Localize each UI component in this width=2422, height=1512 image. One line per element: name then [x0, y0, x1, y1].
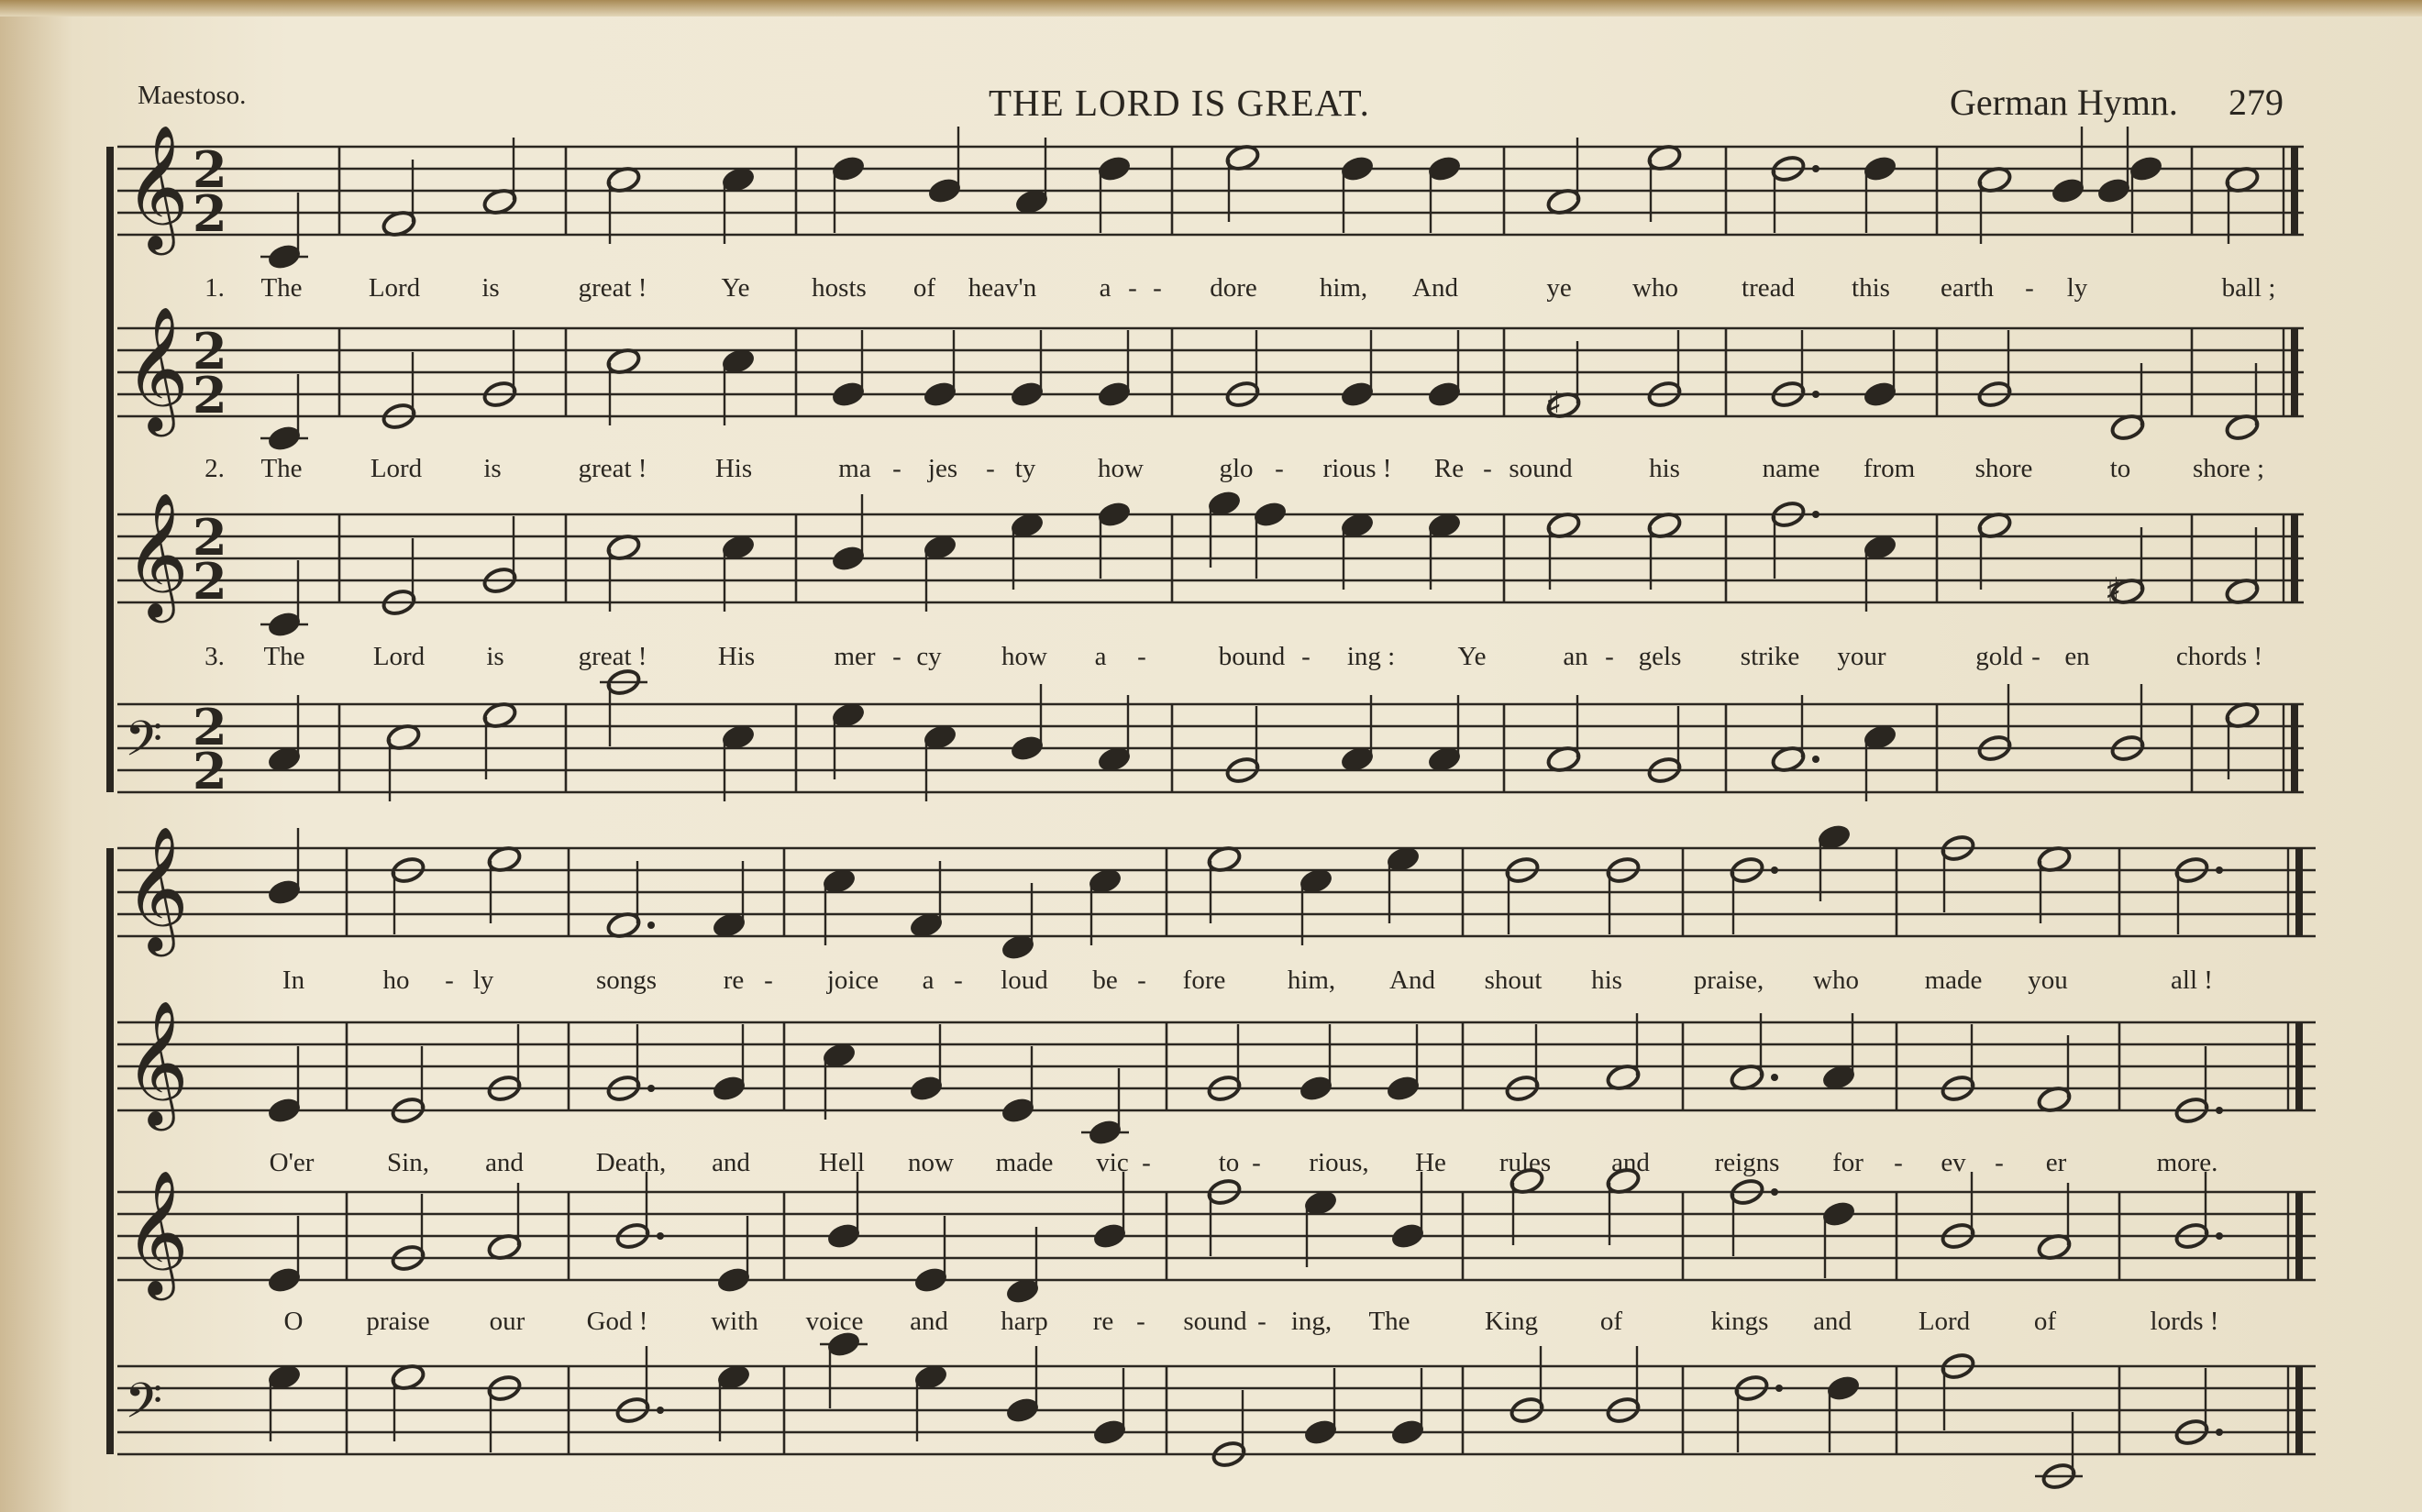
dot — [1771, 1074, 1778, 1081]
lyric-syllable: King — [1485, 1307, 1538, 1336]
lyric-syllable: - — [1136, 1307, 1145, 1336]
time-signature-upper: 2 — [193, 140, 227, 199]
lyric-syllable: rious, — [1309, 1148, 1369, 1177]
treble-clef-icon: 𝄞 — [125, 491, 189, 617]
lyric-syllable: O — [283, 1307, 304, 1336]
lyric-syllable: great ! — [578, 454, 647, 483]
lyric-syllable: His — [714, 454, 753, 483]
lyric-syllable: - — [986, 454, 995, 483]
lyric-syllable: - — [1483, 454, 1492, 483]
bass-clef-icon: 𝄢 — [125, 712, 163, 779]
lyric-syllable: kings — [1710, 1307, 1769, 1336]
lyric-syllable: He — [1415, 1148, 1446, 1177]
lyric-syllable: tread — [1742, 273, 1795, 303]
dot — [1812, 165, 1819, 172]
lyric-syllable: for — [1832, 1148, 1864, 1177]
time-signature-upper: 2 — [193, 698, 227, 756]
lyric-syllable: God ! — [586, 1307, 648, 1336]
lyric-syllable: of — [2033, 1307, 2057, 1336]
lyric-syllable: - — [1128, 273, 1137, 303]
lyric-syllable: jes — [927, 454, 958, 483]
lyric-syllable: be — [1092, 966, 1118, 995]
treble-clef-icon: 𝄞 — [125, 999, 189, 1125]
lyric-syllable: - — [1301, 642, 1311, 671]
lyric-syllable: made — [1924, 966, 1983, 995]
lyric-syllable: Ye — [721, 273, 750, 303]
lyric-syllable: great ! — [578, 642, 647, 671]
tune-name: German Hymn. — [1950, 82, 2178, 123]
lyric-syllable: ing : — [1346, 642, 1396, 671]
dot — [2216, 1232, 2223, 1240]
lyric-syllable: name — [1762, 454, 1820, 483]
tempo-marking: Maestoso. — [138, 81, 247, 110]
lyric-syllable: er — [2045, 1148, 2067, 1177]
lyric-syllable: now — [908, 1148, 954, 1177]
dot — [2216, 866, 2223, 874]
lyric-syllable: - — [1257, 1307, 1266, 1336]
lyric-syllable: gels — [1638, 642, 1682, 671]
lyric-syllable: to — [1218, 1148, 1240, 1177]
verse-number: 1. — [205, 273, 225, 303]
lyric-syllable: Sin, — [387, 1148, 429, 1177]
dot — [1771, 1188, 1778, 1196]
lyric-syllable: Lord — [370, 454, 423, 483]
lyric-syllable: Re — [1433, 454, 1465, 483]
time-signature-lower: 2 — [193, 366, 227, 425]
lyric-syllable: The — [260, 454, 303, 483]
sharp-icon: ♯ — [2105, 570, 2122, 611]
lyric-syllable: His — [717, 642, 756, 671]
lyric-syllable: is — [483, 454, 502, 483]
dot — [657, 1407, 664, 1414]
lyric-syllable: Lord — [1918, 1307, 1971, 1336]
treble-clef-icon: 𝄞 — [125, 123, 189, 249]
dot — [657, 1232, 664, 1240]
lyric-syllable: shore ; — [2192, 454, 2265, 483]
lyric-syllable: - — [764, 966, 773, 995]
time-signature-lower: 2 — [193, 742, 227, 800]
lyric-syllable: songs — [595, 966, 658, 995]
lyric-syllable: joice — [826, 966, 879, 995]
lyric-syllable: praise, — [1693, 966, 1764, 995]
lyric-syllable: and — [910, 1307, 948, 1336]
time-signature-lower: 2 — [193, 552, 227, 611]
lyric-syllable: O'er — [269, 1148, 315, 1177]
lyric-syllable: voice — [805, 1307, 864, 1336]
lyric-syllable: - — [1252, 1148, 1261, 1177]
dot — [1775, 1385, 1783, 1392]
lyric-syllable: - — [445, 966, 454, 995]
lyric-syllable: - — [2031, 642, 2040, 671]
lyric-syllable: earth — [1941, 273, 1994, 303]
lyric-syllable: all ! — [2171, 966, 2213, 995]
lyric-syllable: strike — [1740, 642, 1800, 671]
dot — [2216, 1429, 2223, 1436]
lyric-syllable: chords ! — [2175, 642, 2263, 671]
lyric-syllable: reigns — [1714, 1148, 1780, 1177]
lyric-syllable: an — [1563, 642, 1588, 671]
lyric-syllable: to — [2109, 454, 2131, 483]
lyric-syllable: ev — [1941, 1148, 1966, 1177]
dot — [647, 1085, 655, 1092]
lyric-syllable: - — [1275, 454, 1284, 483]
lyric-syllable: ing, — [1290, 1307, 1333, 1336]
lyric-syllable: our — [489, 1307, 525, 1336]
lyric-syllable: Hell — [819, 1148, 865, 1177]
treble-clef-icon: 𝄞 — [125, 1168, 189, 1295]
lyric-syllable: how — [1001, 642, 1047, 671]
lyric-syllable: - — [1142, 1148, 1151, 1177]
lyric-syllable: ma — [838, 454, 871, 483]
time-signature-lower: 2 — [193, 184, 227, 243]
lyric-syllable: - — [1137, 966, 1146, 995]
treble-clef-icon: 𝄞 — [125, 304, 189, 431]
page-number: 279 — [2228, 82, 2284, 123]
lyric-syllable: with — [711, 1307, 758, 1336]
lyric-syllable: who — [1632, 273, 1678, 303]
lyric-syllable: - — [1894, 1148, 1903, 1177]
lyric-syllable: a — [1099, 273, 1111, 303]
lyric-syllable: mer — [834, 642, 876, 671]
lyric-syllable: And — [1389, 966, 1435, 995]
bass-clef-icon: 𝄢 — [125, 1374, 163, 1441]
lyric-syllable: more. — [2156, 1148, 2218, 1177]
lyric-syllable: Lord — [372, 642, 426, 671]
dot — [2216, 1107, 2223, 1114]
lyric-syllable: And — [1412, 273, 1458, 303]
lyric-syllable: and — [712, 1148, 750, 1177]
lyric-syllable: harp — [1001, 1307, 1048, 1336]
lyric-syllable: him, — [1319, 273, 1368, 303]
lyric-syllable: fore — [1182, 966, 1226, 995]
lyric-syllable: In — [282, 966, 305, 995]
lyric-syllable: this — [1852, 273, 1890, 303]
lyric-syllable: a — [1094, 642, 1107, 671]
lyric-syllable: - — [892, 454, 901, 483]
lyric-syllable: and — [485, 1148, 524, 1177]
lyric-syllable: how — [1098, 454, 1144, 483]
lyric-syllable: rious ! — [1322, 454, 1392, 483]
lyric-syllable: - — [2025, 273, 2034, 303]
lyric-syllable: shout — [1484, 966, 1543, 995]
lyric-syllable: glo — [1219, 454, 1254, 483]
system-brace — [106, 147, 114, 792]
lyric-syllable: re — [1092, 1307, 1114, 1336]
lyric-syllable: gold — [1975, 642, 2023, 671]
lyric-syllable: - — [1137, 642, 1146, 671]
lyric-syllable: - — [1995, 1148, 2004, 1177]
lyric-syllable: made — [995, 1148, 1054, 1177]
time-signature-upper: 2 — [193, 508, 227, 567]
lyric-syllable: and — [1611, 1148, 1650, 1177]
lyric-syllable: The — [260, 273, 303, 303]
lyric-syllable: is — [486, 642, 504, 671]
lyric-syllable: his — [1591, 966, 1622, 995]
system-brace — [106, 848, 114, 1454]
dot — [1812, 756, 1819, 763]
treble-clef-icon: 𝄞 — [125, 824, 189, 951]
dot — [1812, 391, 1819, 398]
lyric-syllable: and — [1813, 1307, 1852, 1336]
lyric-syllable: - — [1153, 273, 1162, 303]
lyric-syllable: rules — [1499, 1148, 1552, 1177]
lyric-syllable: ly — [2066, 273, 2088, 303]
lyric-syllable: who — [1813, 966, 1859, 995]
lyric-syllable: ty — [1014, 454, 1036, 483]
lyric-syllable: your — [1837, 642, 1886, 671]
dot — [647, 922, 655, 929]
lyric-syllable: shore — [1974, 454, 2033, 483]
lyric-syllable: re — [723, 966, 745, 995]
lyric-syllable: you — [2028, 966, 2068, 995]
sharp-icon: ♯ — [1545, 384, 1563, 425]
lyric-syllable: ly — [472, 966, 494, 995]
lyric-syllable: loud — [1001, 966, 1048, 995]
lyric-syllable: - — [954, 966, 963, 995]
lyric-syllable: dore — [1210, 273, 1257, 303]
lyric-syllable: Ye — [1457, 642, 1487, 671]
verse-number: 3. — [205, 642, 225, 671]
lyric-syllable: vic — [1096, 1148, 1129, 1177]
lyric-syllable: him, — [1287, 966, 1336, 995]
lyric-syllable: - — [1605, 642, 1614, 671]
time-signature-upper: 2 — [193, 322, 227, 381]
lyric-syllable: en — [2064, 642, 2090, 671]
dot — [1771, 866, 1778, 874]
lyric-syllable: from — [1863, 454, 1916, 483]
lyric-syllable: The — [1368, 1307, 1410, 1336]
lyric-syllable: The — [263, 642, 305, 671]
lyric-syllable: his — [1649, 454, 1680, 483]
lyric-syllable: of — [1599, 1307, 1623, 1336]
lyric-syllable: lords ! — [2150, 1307, 2219, 1336]
lyric-syllable: hosts — [812, 273, 867, 303]
lyric-syllable: sound — [1509, 454, 1573, 483]
hymn-title: THE LORD IS GREAT. — [989, 82, 1370, 124]
lyric-syllable: heav'n — [968, 273, 1037, 303]
system-1 — [106, 123, 2298, 800]
lyric-syllable: ho — [382, 966, 410, 995]
dot — [1812, 511, 1819, 518]
lyric-syllable: is — [481, 273, 500, 303]
lyric-syllable: of — [912, 273, 936, 303]
verse-number: 2. — [205, 454, 225, 483]
lyric-syllable: Lord — [368, 273, 421, 303]
lyric-syllable: great ! — [578, 273, 647, 303]
lyric-syllable: cy — [916, 642, 942, 671]
lyric-syllable: ye — [1546, 273, 1572, 303]
lyric-syllable: a — [922, 966, 935, 995]
lyric-syllable: Death, — [595, 1148, 667, 1177]
lyric-syllable: - — [892, 642, 901, 671]
lyric-syllable: bound — [1218, 642, 1286, 671]
lyric-syllable: ball ; — [2221, 273, 2276, 303]
lyric-syllable: sound — [1183, 1307, 1247, 1336]
lyric-syllable: praise — [366, 1307, 430, 1336]
